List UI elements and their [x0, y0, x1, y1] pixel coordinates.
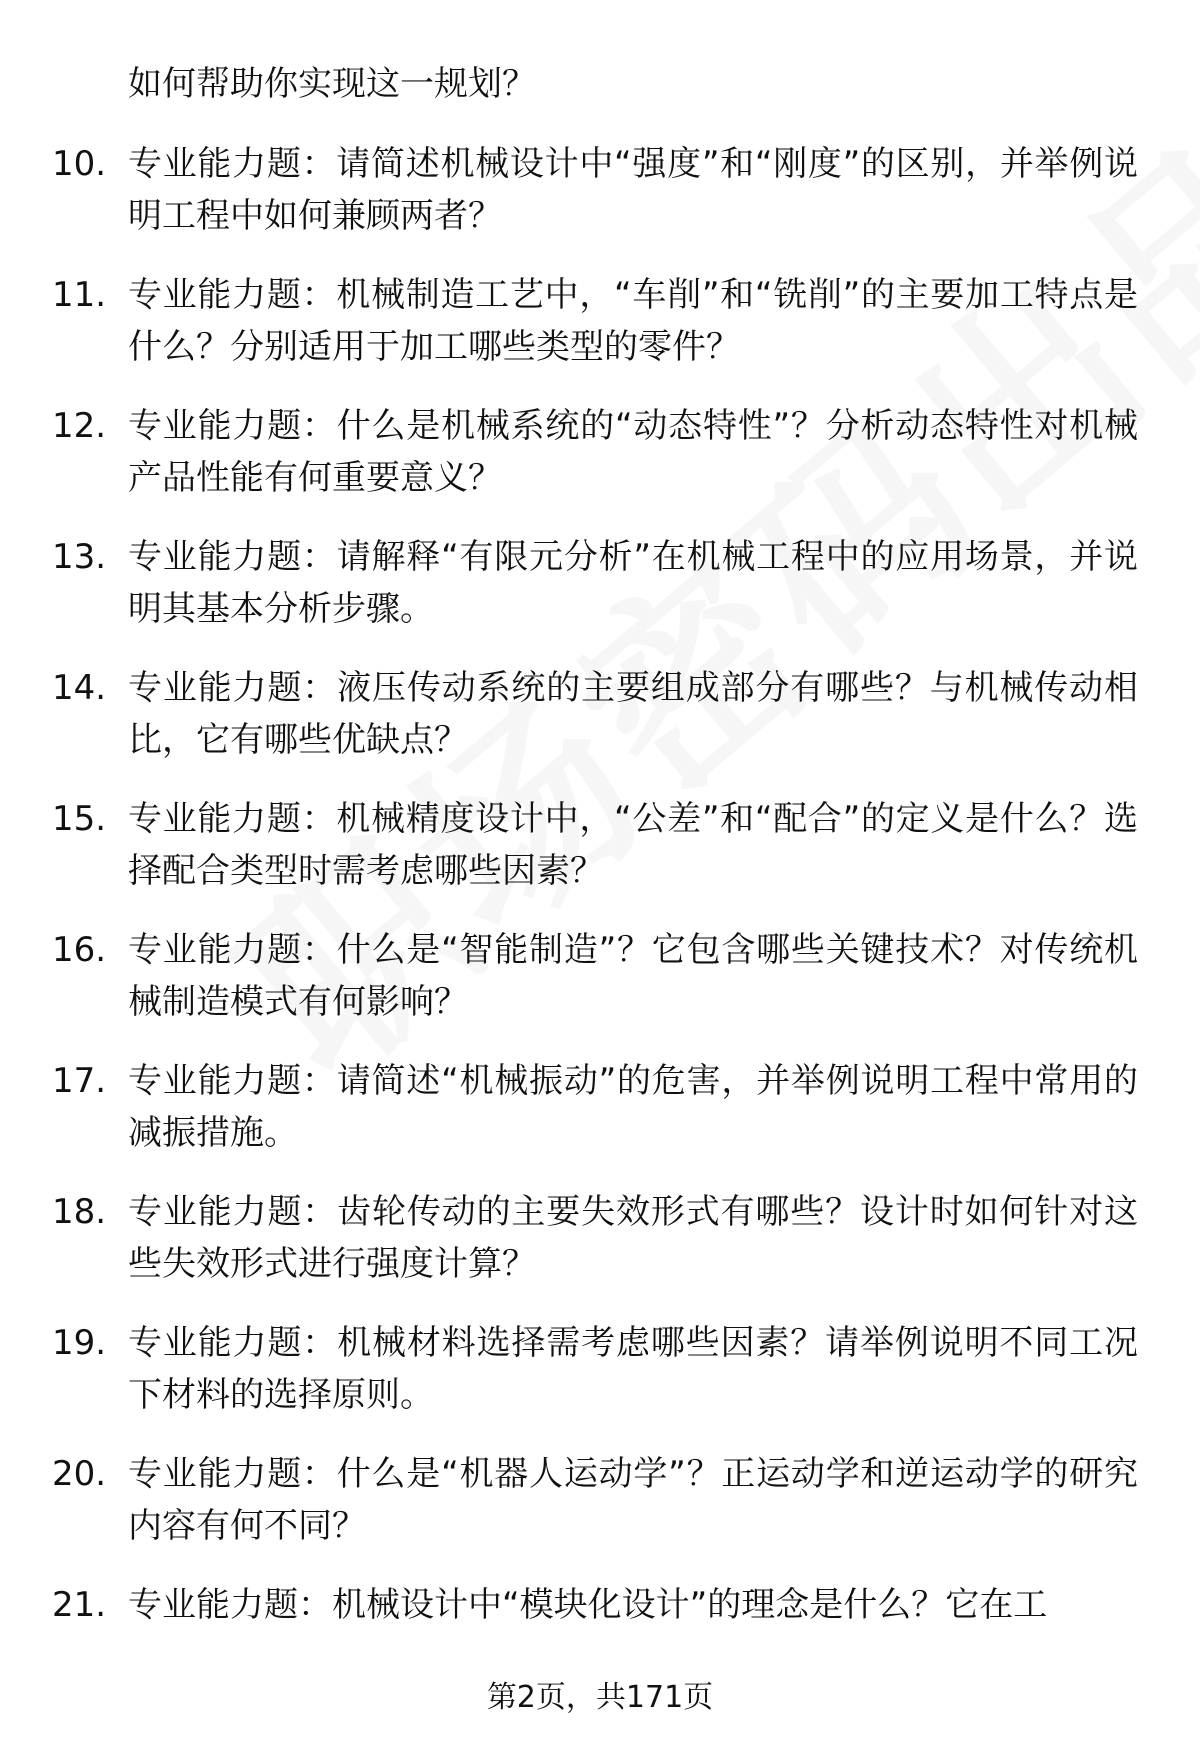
question-text: 专业能力题：请解释“有限元分析”在机械工程中的应用场景，并说明其基本分析步骤。	[128, 537, 1138, 629]
question-number: 19.	[52, 1323, 107, 1363]
question-number: 20.	[52, 1454, 107, 1494]
list-item	[0, 1317, 1200, 1448]
continuation-text: 如何帮助你实现这一规划？	[128, 64, 536, 104]
list-item	[0, 400, 1200, 531]
question-number: 15.	[52, 799, 107, 839]
question-number: 11.	[52, 275, 107, 315]
question-number: 10.	[52, 144, 107, 184]
question-text: 专业能力题：请简述“机械振动”的危害，并举例说明工程中常用的减振措施。	[128, 1061, 1138, 1153]
question-text: 专业能力题：什么是“机器人运动学”？正运动学和逆运动学的研究内容有何不同？	[128, 1454, 1138, 1546]
list-item	[0, 1186, 1200, 1317]
list-item	[0, 138, 1200, 269]
question-number: 16.	[52, 930, 107, 970]
question-text: 专业能力题：机械制造工艺中，“车削”和“铣削”的主要加工特点是什么？分别适用于加工哪些类型的零件？	[128, 275, 1138, 367]
question-text: 专业能力题：什么是机械系统的“动态特性”？分析动态特性对机械产品性能有何重要意义？	[128, 406, 1138, 498]
list-item	[0, 924, 1200, 1055]
question-number: 13.	[52, 537, 107, 577]
question-text: 专业能力题：液压传动系统的主要组成部分有哪些？与机械传动相比，它有哪些优缺点？	[128, 668, 1138, 760]
list-item	[0, 1579, 1200, 1649]
question-number: 14.	[52, 668, 107, 708]
question-text: 专业能力题：机械设计中“模块化设计”的理念是什么？它在工	[128, 1585, 1048, 1625]
question-number: 12.	[52, 406, 107, 446]
question-number: 21.	[52, 1585, 107, 1625]
question-text: 专业能力题：齿轮传动的主要失效形式有哪些？设计时如何针对这些失效形式进行强度计算？	[128, 1192, 1138, 1284]
list-item	[0, 269, 1200, 400]
page-number-footer: 第2页，共171页	[486, 1680, 714, 1715]
question-text: 专业能力题：什么是“智能制造”？它包含哪些关键技术？对传统机械制造模式有何影响？	[128, 930, 1138, 1022]
list-item	[0, 793, 1200, 924]
question-number: 18.	[52, 1192, 107, 1232]
list-item	[0, 662, 1200, 793]
list-item	[0, 531, 1200, 662]
question-list	[0, 138, 1200, 1649]
question-text: 专业能力题：请简述机械设计中“强度”和“刚度”的区别，并举例说明工程中如何兼顾两者？	[128, 144, 1138, 236]
question-number: 17.	[52, 1061, 107, 1101]
question-text: 专业能力题：机械材料选择需考虑哪些因素？请举例说明不同工况下材料的选择原则。	[128, 1323, 1138, 1415]
question-text: 专业能力题：机械精度设计中，“公差”和“配合”的定义是什么？选择配合类型时需考虑哪些因素？	[128, 799, 1138, 891]
list-item	[0, 1055, 1200, 1186]
list-item	[0, 1448, 1200, 1579]
